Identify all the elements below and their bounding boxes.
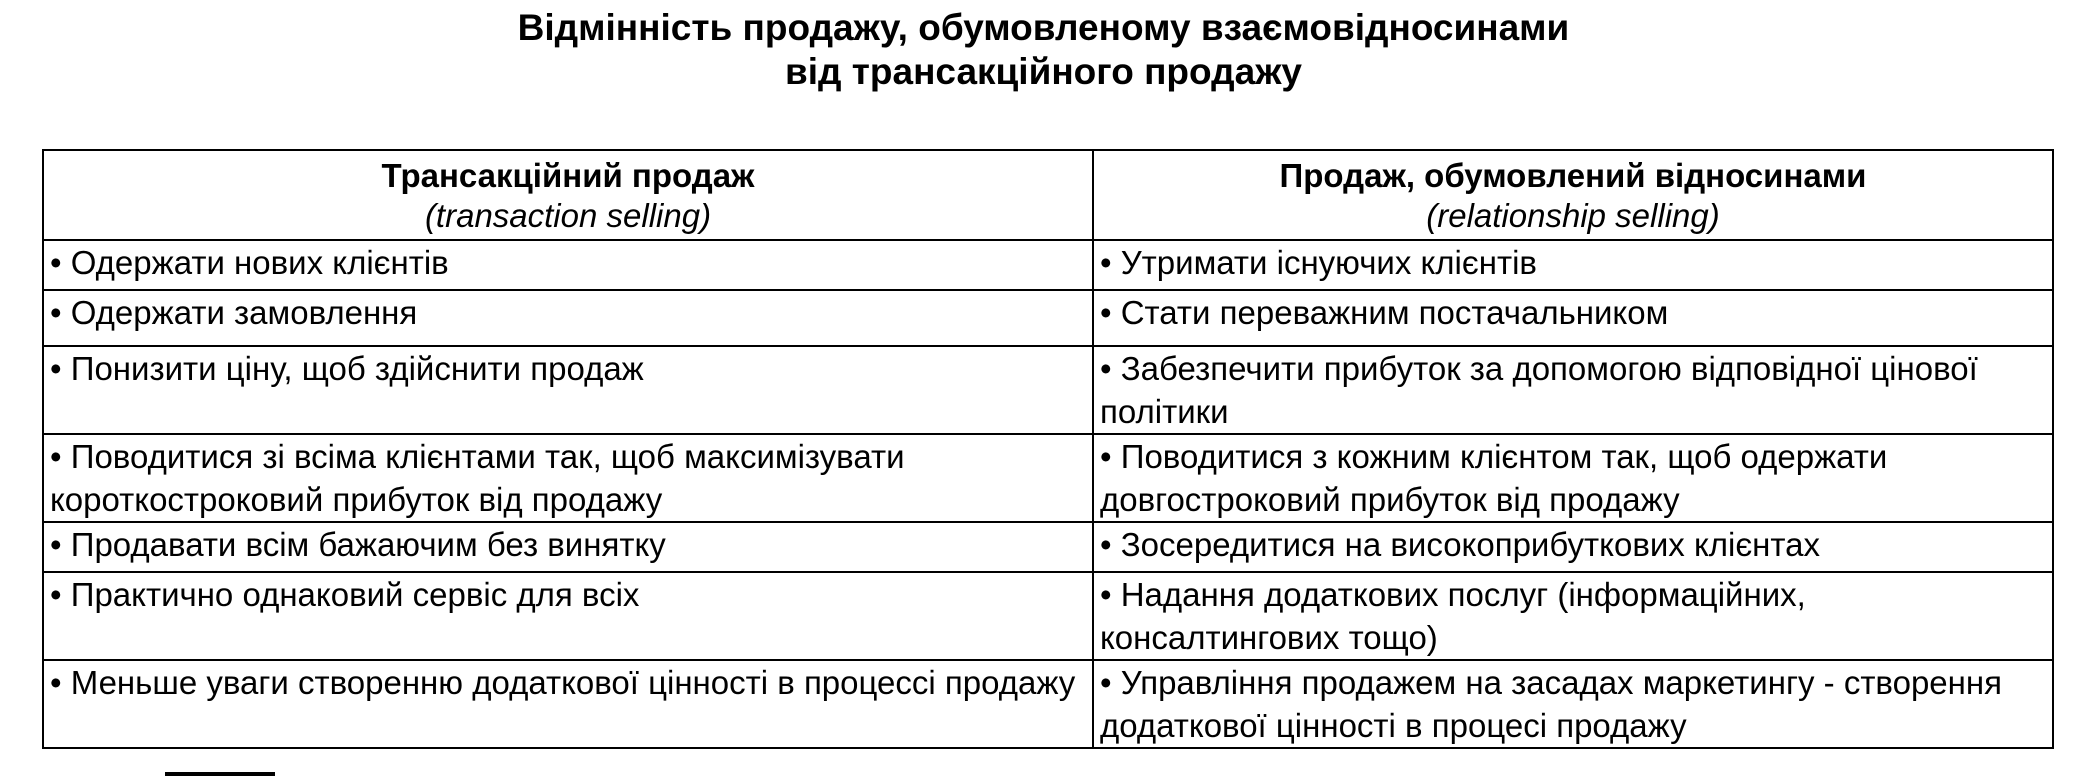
header-sub-label: (relationship selling) — [1426, 197, 1720, 234]
title-line-2: від трансакційного продажу — [784, 51, 1303, 92]
cell-transaction: • Меньше уваги створенню додаткової цінності в процессі продажу — [43, 660, 1093, 748]
cell-transaction: • Одержати нових клієнтів — [43, 240, 1093, 290]
table-row — [43, 290, 2053, 346]
cell-relationship: • Зосередитися на високоприбуткових клієнтах — [1093, 522, 2053, 572]
table-row — [43, 240, 2053, 290]
header-main-label: Трансакційний продаж — [381, 157, 755, 194]
table-row — [43, 522, 2053, 572]
cell-relationship: • Надання додаткових послуг (інформаційних, консалтингових тощо) — [1093, 572, 2053, 660]
header-transaction-selling — [43, 150, 1093, 240]
cropped-footer-text — [165, 766, 405, 778]
cell-relationship: • Забезпечити прибуток за допомогою відповідної цінової політики — [1093, 346, 2053, 434]
comparison-table — [42, 149, 2054, 749]
cell-relationship: • Управління продажем на засадах маркетингу - створення додаткової цінності в процесі продажу — [1093, 660, 2053, 748]
cropped-text-fragment — [165, 772, 275, 776]
cell-transaction: • Одержати замовлення — [43, 290, 1093, 346]
table-row — [43, 660, 2053, 748]
cell-relationship: • Поводитися з кожним клієнтом так, щоб одержати довгостроковий прибуток від продажу — [1093, 434, 2053, 522]
cell-transaction: • Понизити ціну, щоб здійснити продаж — [43, 346, 1093, 434]
page-title — [0, 6, 2087, 94]
cell-transaction: • Поводитися зі всіма клієнтами так, щоб максимізувати короткостроковий прибуток від продажу — [43, 434, 1093, 522]
header-main-label: Продаж, обумовлений відносинами — [1279, 157, 1867, 194]
cell-relationship: • Утримати існуючих клієнтів — [1093, 240, 2053, 290]
table-row — [43, 572, 2053, 660]
cell-transaction: • Практично однаковий сервіс для всіх — [43, 572, 1093, 660]
table-row — [43, 346, 2053, 434]
cell-transaction: • Продавати всім бажаючим без винятку — [43, 522, 1093, 572]
header-relationship-selling — [1093, 150, 2053, 240]
cell-relationship: • Стати переважним постачальником — [1093, 290, 2053, 346]
title-line-1: Відмінність продажу, обумовленому взаємовідносинами — [517, 7, 1570, 48]
table-row — [43, 434, 2053, 522]
table-header-row — [43, 150, 2053, 240]
header-sub-label: (transaction selling) — [424, 197, 712, 234]
